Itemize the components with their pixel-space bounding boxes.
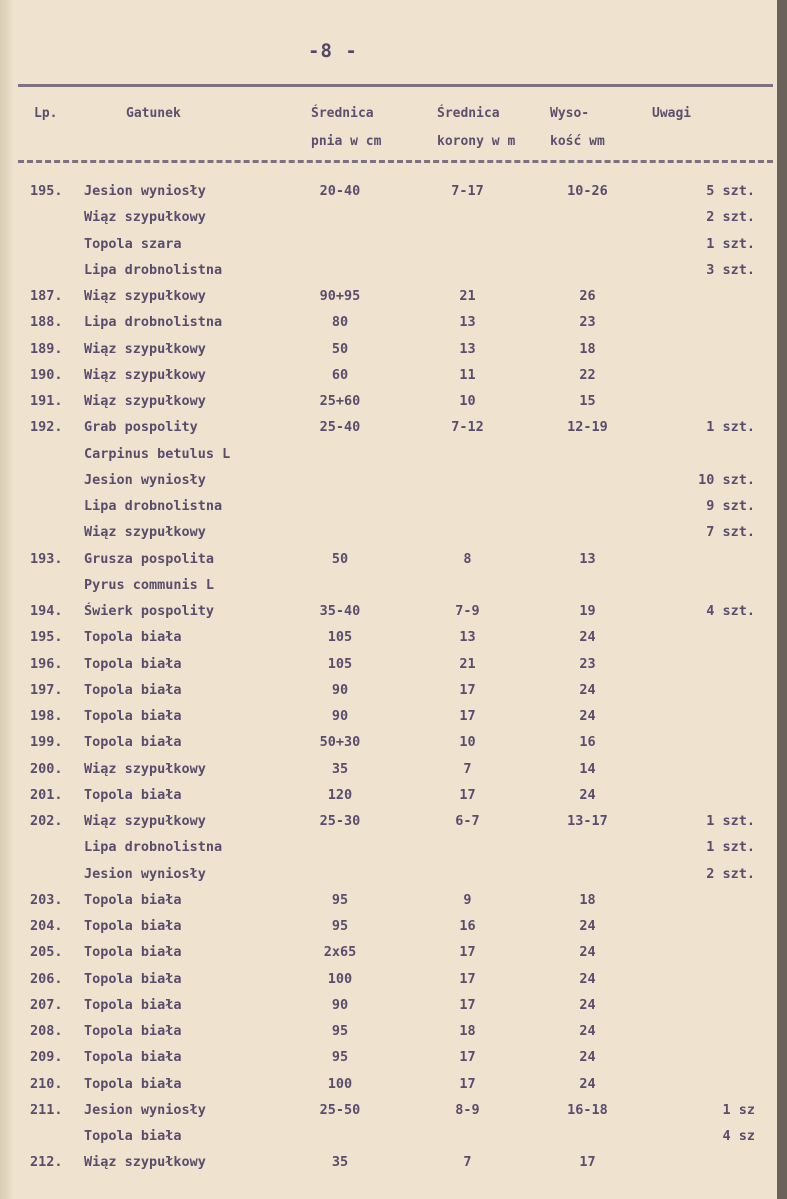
table-row [0, 257, 777, 283]
row-srednica-pnia: 25-30 [319, 813, 361, 829]
header-srednica-korony-2: korony w m [437, 134, 516, 149]
row-srednica-pnia: 90 [331, 996, 349, 1013]
row-gatunek: Lipa drobnolistna [84, 839, 223, 856]
row-srednica-pnia: 80 [331, 314, 349, 331]
table-row [0, 1018, 777, 1044]
row-lp: 199. [30, 734, 63, 751]
table-row [0, 992, 777, 1018]
table-row [0, 493, 777, 519]
row-gatunek: Wiąz szypułkowy [84, 209, 206, 226]
row-wysokosc: 24 [579, 681, 596, 698]
row-srednica-korony: 21 [459, 655, 476, 672]
row-srednica-korony: 10 [459, 393, 476, 409]
row-gatunek: Topola biała [84, 1128, 182, 1144]
row-wysokosc: 24 [579, 996, 596, 1013]
row-gatunek: Wiąz szypułkowy [84, 1154, 206, 1171]
table-row [0, 1123, 777, 1149]
row-srednica-korony: 7-17 [451, 183, 484, 199]
row-uwagi: 2 szt. [706, 209, 755, 226]
row-gatunek: Lipa drobnolistna [84, 314, 223, 331]
row-srednica-korony: 17 [459, 681, 476, 698]
row-gatunek: Topola biała [84, 970, 182, 987]
row-srednica-pnia: 25+60 [319, 393, 361, 409]
row-gatunek: Topola szara [84, 235, 182, 252]
row-srednica-korony: 17 [459, 1049, 476, 1066]
row-srednica-pnia: 2x65 [323, 944, 357, 961]
header-srednica-pnia-2: pnia w cm [311, 134, 382, 149]
row-gatunek: Topola biała [84, 944, 182, 961]
row-wysokosc: 17 [579, 1154, 596, 1171]
row-gatunek: Topola biała [84, 681, 182, 698]
row-srednica-korony: 21 [459, 288, 476, 304]
row-uwagi: 5 szt. [706, 183, 755, 199]
table-row [0, 624, 777, 650]
row-uwagi: 1 szt. [706, 813, 755, 829]
row-wysokosc: 13-17 [567, 813, 608, 829]
top-rule [18, 84, 773, 87]
row-uwagi: 10 szt. [698, 471, 755, 488]
header-lp: Lp. [34, 106, 58, 121]
row-gatunek: Topola biała [84, 655, 182, 672]
row-lp: 205. [30, 944, 63, 961]
table-row [0, 231, 777, 257]
row-srednica-korony: 11 [459, 366, 476, 383]
row-wysokosc: 22 [579, 366, 596, 383]
row-gatunek: Topola biała [84, 1023, 182, 1039]
table-row [0, 441, 777, 467]
table-row [0, 834, 777, 860]
table-row [0, 204, 777, 230]
header-srednica-pnia-1: Średnica [311, 106, 374, 121]
row-wysokosc: 24 [579, 1023, 596, 1039]
row-srednica-korony: 17 [459, 708, 476, 724]
row-srednica-korony: 7 [463, 1154, 472, 1171]
row-wysokosc: 18 [579, 340, 596, 357]
row-srednica-pnia: 90 [331, 681, 349, 698]
row-lp: 189. [30, 340, 63, 357]
row-srednica-pnia: 50 [331, 340, 349, 357]
row-srednica-korony: 18 [459, 1023, 476, 1039]
row-wysokosc: 19 [579, 603, 596, 619]
row-lp: 194. [30, 603, 63, 619]
row-srednica-korony: 7 [463, 760, 472, 777]
row-srednica-korony: 17 [459, 996, 476, 1013]
row-wysokosc: 24 [579, 786, 596, 803]
row-srednica-pnia: 100 [327, 1075, 353, 1092]
row-srednica-korony: 13 [459, 340, 476, 357]
row-srednica-korony: 17 [459, 786, 476, 803]
row-gatunek: Topola biała [84, 891, 182, 908]
table-row [0, 546, 777, 572]
row-lp: 206. [30, 970, 63, 987]
table-row [0, 1149, 777, 1175]
row-uwagi: 3 szt. [706, 261, 755, 278]
header-uwagi: Uwagi [652, 106, 692, 121]
row-lp: 203. [30, 891, 63, 908]
row-srednica-pnia: 20-40 [319, 183, 361, 199]
row-wysokosc: 24 [579, 629, 596, 646]
row-gatunek: Topola biała [84, 1075, 182, 1092]
row-gatunek: Grab pospolity [84, 419, 198, 436]
row-lp: 201. [30, 786, 63, 803]
row-gatunek: Lipa drobnolistna [84, 498, 223, 514]
page-right-edge [777, 0, 787, 1199]
row-wysokosc: 26 [579, 288, 596, 304]
row-wysokosc: 24 [579, 708, 596, 724]
row-srednica-pnia: 90 [331, 708, 349, 724]
header-srednica-korony-1: Średnica [437, 106, 500, 121]
header-wysokosc-2: kość wm [550, 134, 605, 149]
row-wysokosc: 24 [579, 918, 596, 934]
row-srednica-pnia: 35 [331, 760, 349, 777]
row-gatunek: Wiąz szypułkowy [84, 760, 206, 777]
row-srednica-pnia: 90+95 [319, 288, 361, 304]
table-row [0, 677, 777, 703]
row-srednica-korony: 17 [459, 970, 476, 987]
row-lp: 202. [30, 813, 63, 829]
table-row [0, 966, 777, 992]
header-rule [18, 160, 773, 163]
table-row [0, 336, 777, 362]
row-srednica-korony: 6-7 [455, 813, 480, 829]
row-wysokosc: 16-18 [567, 1101, 608, 1118]
row-gatunek: Wiąz szypułkowy [84, 366, 206, 383]
row-srednica-korony: 7-9 [455, 603, 480, 619]
row-lp: 187. [30, 288, 63, 304]
row-srednica-pnia: 35-40 [319, 603, 361, 619]
row-srednica-korony: 7-12 [451, 419, 484, 436]
table-row [0, 519, 777, 545]
row-srednica-pnia: 100 [327, 970, 353, 987]
row-srednica-pnia: 35 [331, 1154, 349, 1171]
row-uwagi: 1 szt. [706, 235, 755, 252]
row-wysokosc: 16 [579, 734, 596, 751]
row-srednica-korony: 16 [459, 918, 476, 934]
row-wysokosc: 23 [579, 314, 596, 331]
row-srednica-pnia: 95 [331, 1049, 349, 1066]
row-gatunek: Wiąz szypułkowy [84, 340, 206, 357]
row-gatunek: Wiąz szypułkowy [84, 813, 206, 829]
row-gatunek: Topola biała [84, 1049, 182, 1066]
table-row [0, 572, 777, 598]
table-row [0, 703, 777, 729]
row-wysokosc: 23 [579, 655, 596, 672]
row-lp: 195. [30, 183, 63, 199]
row-gatunek: Topola biała [84, 786, 182, 803]
table-row [0, 887, 777, 913]
table-row [0, 861, 777, 887]
row-uwagi: 9 szt. [706, 498, 755, 514]
table-row [0, 414, 777, 440]
row-wysokosc: 24 [579, 1075, 596, 1092]
table-row [0, 729, 777, 755]
row-lp: 198. [30, 708, 63, 724]
row-gatunek: Jesion wyniosły [84, 183, 206, 199]
table-row [0, 467, 777, 493]
row-gatunek: Lipa drobnolistna [84, 261, 223, 278]
row-srednica-korony: 10 [459, 734, 476, 751]
row-lp: 191. [30, 393, 63, 409]
row-gatunek: Carpinus betulus L [84, 445, 231, 462]
row-gatunek: Grusza pospolita [84, 550, 215, 567]
row-lp: 197. [30, 681, 63, 698]
row-lp: 210. [30, 1075, 63, 1092]
row-lp: 208. [30, 1023, 63, 1039]
row-gatunek: Wiąz szypułkowy [84, 288, 206, 304]
row-wysokosc: 14 [579, 760, 596, 777]
row-uwagi: 1 szt. [706, 839, 755, 856]
row-lp: 211. [30, 1101, 63, 1118]
table-row [0, 1097, 777, 1123]
row-wysokosc: 13 [579, 550, 596, 567]
row-gatunek: Jesion wyniosły [84, 865, 206, 882]
row-gatunek: Topola biała [84, 918, 182, 934]
table-row [0, 651, 777, 677]
row-gatunek: Jesion wyniosły [84, 1101, 206, 1118]
row-gatunek: Topola biała [84, 734, 182, 751]
row-gatunek: Pyrus communis L [84, 576, 215, 593]
row-gatunek: Jesion wyniosły [84, 471, 206, 488]
table-row [0, 309, 777, 335]
table-row [0, 283, 777, 309]
row-lp: 212. [30, 1154, 63, 1171]
row-uwagi: 7 szt. [706, 524, 755, 541]
row-uwagi: 1 szt. [706, 419, 755, 436]
header-gatunek: Gatunek [126, 106, 181, 121]
row-srednica-pnia: 60 [331, 366, 349, 383]
row-srednica-korony: 13 [459, 314, 476, 331]
row-srednica-pnia: 120 [327, 786, 353, 803]
row-gatunek: Wiąz szypułkowy [84, 524, 206, 541]
row-srednica-pnia: 105 [327, 655, 353, 672]
row-srednica-korony: 8-9 [455, 1101, 480, 1118]
row-uwagi: 4 sz [722, 1128, 755, 1144]
row-lp: 209. [30, 1049, 63, 1066]
row-srednica-pnia: 25-40 [319, 419, 361, 436]
row-lp: 195. [30, 629, 63, 646]
row-gatunek: Topola biała [84, 708, 182, 724]
row-lp: 204. [30, 918, 63, 934]
row-lp: 207. [30, 996, 63, 1013]
table-row [0, 178, 777, 204]
row-srednica-korony: 17 [459, 1075, 476, 1092]
table-row [0, 808, 777, 834]
row-srednica-pnia: 95 [331, 891, 349, 908]
table-row [0, 756, 777, 782]
table-row [0, 782, 777, 808]
row-lp: 190. [30, 366, 63, 383]
table-row [0, 939, 777, 965]
row-gatunek: Wiąz szypułkowy [84, 393, 206, 409]
row-wysokosc: 24 [579, 944, 596, 961]
row-srednica-korony: 9 [463, 891, 472, 908]
row-lp: 193. [30, 550, 63, 567]
row-srednica-korony: 8 [463, 550, 472, 567]
row-uwagi: 4 szt. [706, 603, 755, 619]
page-number: -8 - [308, 40, 358, 62]
row-srednica-pnia: 95 [331, 918, 349, 934]
row-wysokosc: 15 [579, 393, 596, 409]
table-row [0, 1071, 777, 1097]
row-uwagi: 2 szt. [706, 865, 755, 882]
table-row [0, 388, 777, 414]
row-srednica-korony: 17 [459, 944, 476, 961]
table-row [0, 362, 777, 388]
row-srednica-pnia: 25-50 [319, 1101, 361, 1118]
table-row [0, 1044, 777, 1070]
row-lp: 200. [30, 760, 63, 777]
row-wysokosc: 24 [579, 1049, 596, 1066]
row-lp: 188. [30, 314, 63, 331]
row-gatunek: Świerk pospolity [84, 603, 215, 619]
row-srednica-pnia: 50+30 [319, 734, 361, 751]
row-srednica-korony: 13 [459, 629, 476, 646]
row-wysokosc: 18 [579, 891, 596, 908]
row-srednica-pnia: 95 [331, 1023, 349, 1039]
table-row [0, 913, 777, 939]
row-lp: 192. [30, 419, 63, 436]
row-gatunek: Topola biała [84, 996, 182, 1013]
table-row [0, 598, 777, 624]
header-wysokosc-1: Wyso- [550, 106, 590, 121]
row-wysokosc: 10-26 [567, 183, 608, 199]
row-srednica-pnia: 105 [327, 629, 353, 646]
row-srednica-pnia: 50 [331, 550, 349, 567]
row-wysokosc: 24 [579, 970, 596, 987]
row-wysokosc: 12-19 [567, 419, 608, 436]
row-uwagi: 1 sz [722, 1101, 755, 1118]
row-lp: 196. [30, 655, 63, 672]
row-gatunek: Topola biała [84, 629, 182, 646]
